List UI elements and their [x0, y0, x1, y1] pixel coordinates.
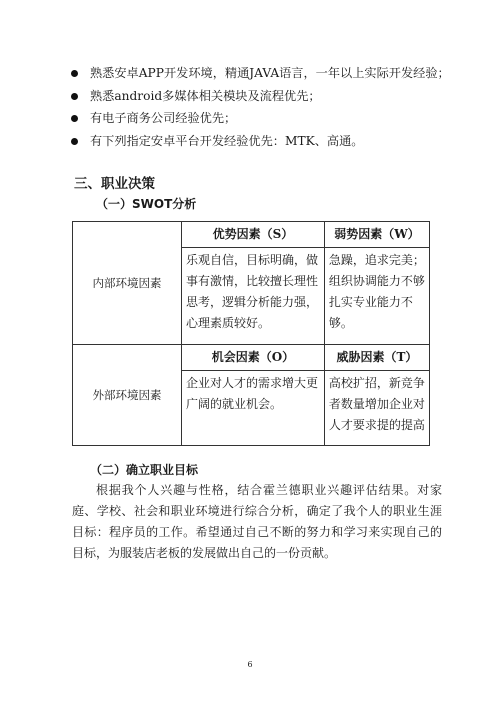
- list-item: [68, 62, 488, 85]
- opportunities-header: 机会因素（O）: [182, 345, 325, 371]
- swot-subheading: （一）SWOT分析: [96, 197, 197, 211]
- swot-table: [72, 221, 430, 446]
- bullet-icon: [71, 138, 78, 145]
- list-item-text: 熟悉android多媒体相关模块及流程优先；: [90, 88, 321, 103]
- weaknesses-cell: 急躁，追求完美；组织协调能力不够扎实专业能力不够。: [324, 248, 429, 345]
- weaknesses-header: 弱势因素（W）: [324, 222, 429, 248]
- list-item-text: 有电子商务公司经验优先；: [90, 111, 237, 125]
- strengths-header: 优势因素（S）: [182, 222, 325, 248]
- goal-subheading: （二）确立职业目标: [90, 463, 199, 477]
- bullet-icon: [71, 93, 78, 100]
- table-row: [73, 222, 430, 248]
- requirements-list: [68, 62, 488, 152]
- internal-factors-label: 内部环境因素: [73, 222, 182, 345]
- list-item-text: 有下列指定安卓平台开发经验优先：MTK、高通。: [90, 133, 364, 148]
- goal-paragraph: 根据我个人兴趣与性格，结合霍兰德职业兴趣评估结果。对家庭、学校、社会和职业环境进行综合分析，确定了我个人的职业生涯目标：程序员的工作。希望通过自己不断的努力和学习来实现自己的目标，为服装店老板的发展做出自己的一份贡献。: [72, 483, 442, 560]
- external-factors-label: 外部环境因素: [73, 345, 182, 446]
- list-item: [68, 107, 488, 130]
- bullet-icon: [71, 115, 78, 122]
- list-item-text: 熟悉安卓APP开发环境，精通JAVA语言，一年以上实际开发经验；: [90, 66, 450, 80]
- opportunities-cell: 企业对人才的需求增大更广阔的就业机会。: [182, 371, 325, 446]
- section-heading: 三、职业决策: [74, 176, 155, 192]
- threats-cell: 高校扩招，新竞争者数量增加企业对人才要求提的提高: [324, 371, 429, 446]
- page-number: 6: [247, 660, 253, 669]
- table-row: [73, 345, 430, 371]
- list-item: [68, 85, 488, 108]
- list-item: [68, 130, 488, 153]
- threats-header: 威胁因素（T）: [324, 345, 429, 371]
- bullet-icon: [71, 70, 78, 77]
- strengths-cell: 乐观自信，目标明确，做事有激情，比较擅长理性思考，逻辑分析能力强，心理素质较好。: [182, 248, 325, 345]
